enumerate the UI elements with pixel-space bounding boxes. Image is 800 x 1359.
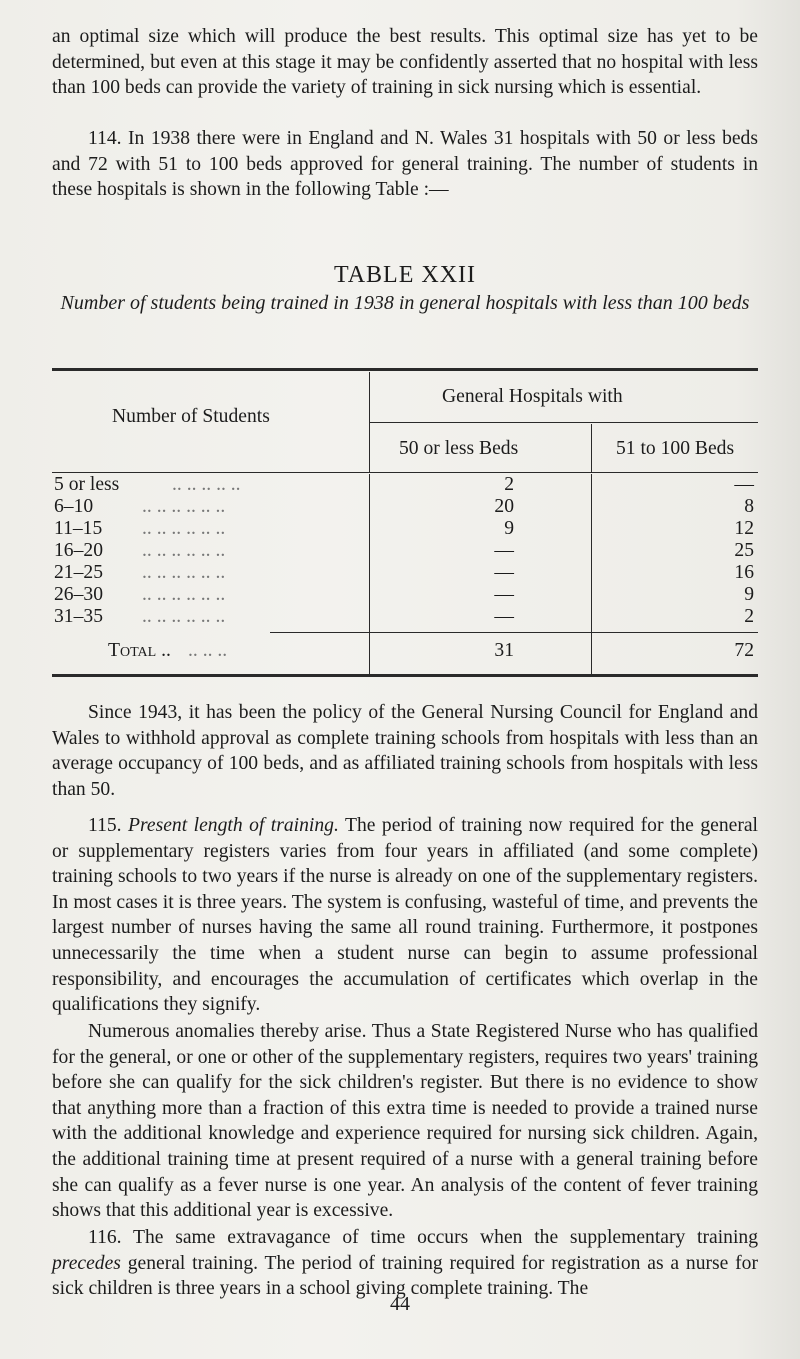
paragraph-text: In 1938 there were in England and N. Wales 31 hospitals with 50 or less beds and 72 with 51 to 100 beds approved for general training. The number of students in these hospitals is shown in the following Table :— [52,128,758,201]
total-cell: 31 [494,640,514,661]
paragraph-114 [52,126,758,203]
leader-dots: .. .. .. .. .. .. [142,540,226,561]
column-divider [591,632,592,674]
row-label: 5 or less [54,474,120,495]
column-group-header: General Hospitals with [442,386,623,407]
column-divider [591,424,592,472]
section-number: 115. [88,815,122,836]
leader-dots: .. .. .. .. .. .. [142,562,226,583]
table-cell: 8 [744,496,754,517]
table-cell: — [734,474,754,495]
section-number: 114. [88,128,122,149]
paragraph-116 [52,1225,758,1302]
table-title: TABLE XXII [333,262,477,288]
leader-dots: .. .. .. [188,640,228,661]
table-cell: — [494,606,514,627]
paragraph-intro: an optimal size which will produce the best results. This optimal size has yet to be determined, but even at this stage it may be confidently asserted that no hospital with less than 100 beds can provide the variety of training in sick nursing which is essential. [52,26,758,99]
table-cell: — [494,540,514,561]
column-divider [369,632,370,674]
leader-dots: .. .. .. .. .. .. [142,584,226,605]
total-rule [270,632,758,633]
paragraph-text: general training. The period of training required for registration as a nurse for sick children is three years in a school giving complete training. The [52,1252,758,1300]
table-top-rule [52,368,758,371]
table-cell: 16 [734,562,754,583]
column-divider [369,474,370,642]
row-label: 26–30 [54,584,103,605]
table-cell: 9 [744,584,754,605]
table-cell: 9 [504,518,514,539]
table-cell: — [494,562,514,583]
header-bottom-rule [52,472,758,473]
paragraph-text: The period of training now required for the general or supplementary registers varies from four years in affiliated (and some complete) training schools to two years if the nurse is already on one of the supplementary registers. In most cases it is three years. The system is confusing, wasteful of time, and prevents the largest number of nurses having the same all round training. Furthermore, it postpones unnecessarily the time when a student nurse can begin to assume professional responsibility, and encourages the accumulation of certificates which overlap in the qualifications they signify. [52,815,758,1016]
column-header-students: Number of Students [112,406,270,427]
row-label: 6–10 [54,496,94,517]
paragraph-text: The same extravagance of time occurs when the supplementary training [133,1227,759,1248]
leader-dots: .. .. .. .. .. [172,474,241,495]
table-cell: 2 [744,606,754,627]
section-heading: Present length of training. [128,815,339,836]
paragraph-115 [52,813,758,1018]
table-cell: — [494,584,514,605]
leader-dots: .. .. .. .. .. .. [142,518,226,539]
header-subrule [370,422,758,423]
leader-dots: .. .. .. .. .. .. [142,496,226,517]
row-label: 21–25 [54,562,103,583]
table-cell: 12 [734,518,754,539]
total-label: Total .. [108,640,171,661]
paragraph-policy: Since 1943, it has been the policy of the General Nursing Council for England and Wales to withhold approval as complete training schools from hospitals with less than an average occupancy of 100 beds, and as affiliated training schools from hospitals with less than 50. [52,702,758,800]
column-header-51-to-100: 51 to 100 Beds [616,438,735,459]
table-cell: 25 [734,540,754,561]
section-number: 116. [88,1227,122,1248]
column-divider [591,474,592,642]
row-label: 11–15 [54,518,103,539]
leader-dots: .. .. .. .. .. .. [142,606,226,627]
table-cell: 20 [494,496,514,517]
table-cell: 2 [504,474,514,495]
paragraph-115-continued: Numerous anomalies thereby arise. Thus a State Registered Nurse who has qualified for the general, or one or other of the supplementary registers, requires two years' training before she can qualify for the sick children's register. But there is no evidence to show that anything more than a fraction of this extra time is needed to provide a trained nurse with the additional knowledge and experience required for nursing sick children. Again, the additional training time at present required of a nurse with a general training before she can qualify as a fever nurse is one year. An analysis of the content of fever training shows that this additional year is excessive. [52,1021,758,1222]
emphasis-text: precedes [52,1252,121,1274]
row-label: 16–20 [54,540,103,561]
column-header-50-or-less: 50 or less Beds [399,438,519,459]
page-number: 44 [390,1293,410,1315]
table-caption: Number of students being trained in 1938 in general hospitals with less than 100 beds [60,292,750,314]
table-bottom-rule [52,674,758,677]
row-label: 31–35 [54,606,103,627]
total-cell: 72 [734,640,754,661]
